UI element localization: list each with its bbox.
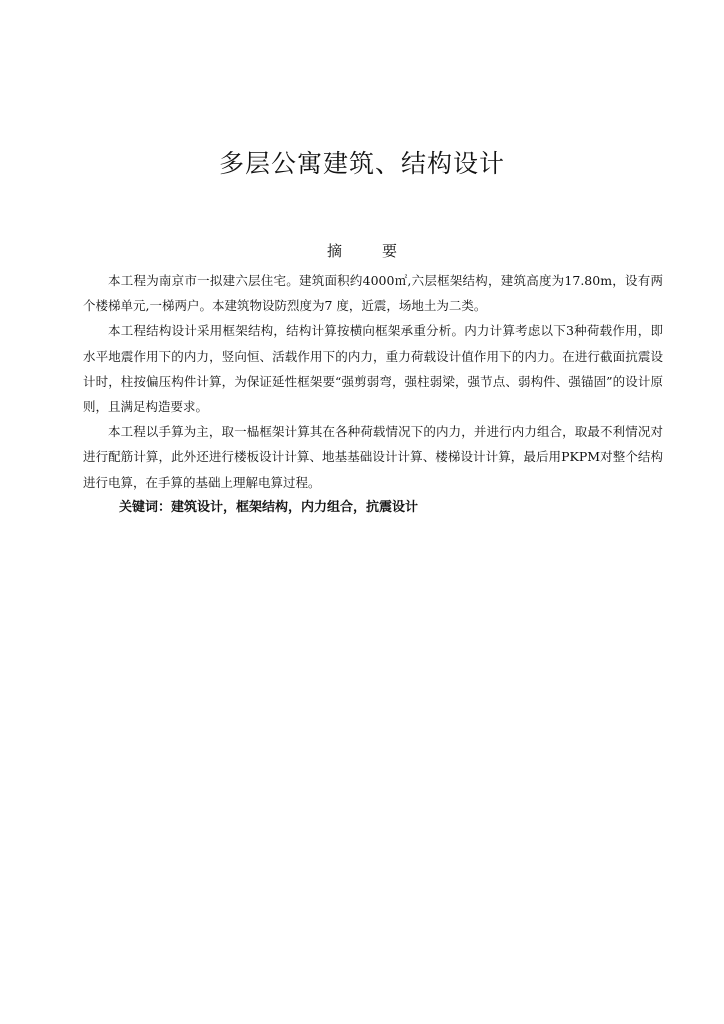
abstract-heading-char-1: 摘: [326, 242, 342, 260]
abstract-paragraph-2: 本工程结构设计采用框架结构，结构计算按横向框架承重分析。内力计算考虑以下3种荷载作用，即水平地震作用下的内力，竖向恒、活载作用下的内力，重力荷载设计值作用下的内力。在进行截面抗震设计时，柱按偏压构件计算，为保证延性框架要“强剪弱弯，强柱弱梁，强节点、弱构件、强锚固”的设计原则，且满足构造要求。: [83, 323, 663, 415]
abstract-paragraph-3: 本工程以手算为主，取一榀框架计算其在各种荷载情况下的内力，并进行内力组合，取最不利情况对进行配筋计算，此外还进行楼板设计计算、地基基础设计计算、楼梯设计计算，最后用PKPM对整个结构进行电算，在手算的基础上理解电算过程。: [83, 424, 663, 490]
abstract-heading: [0, 240, 724, 262]
keywords-text: 建筑设计，框架结构，内力组合，抗震设计: [171, 499, 419, 515]
keywords-line: [83, 495, 663, 520]
keywords-label: 关键词：: [119, 499, 172, 515]
page-title: 多层公寓建筑、结构设计: [218, 149, 505, 178]
abstract-heading-char-2: 要: [382, 242, 398, 260]
abstract-body: [83, 268, 663, 520]
abstract-paragraph-1: 本工程为南京市一拟建六层住宅。建筑面积约4000㎡,六层框架结构，建筑高度为17.80m，设有两个楼梯单元,一梯两户。本建筑物设防烈度为7 度，近震，场地土为二类。: [83, 273, 663, 314]
